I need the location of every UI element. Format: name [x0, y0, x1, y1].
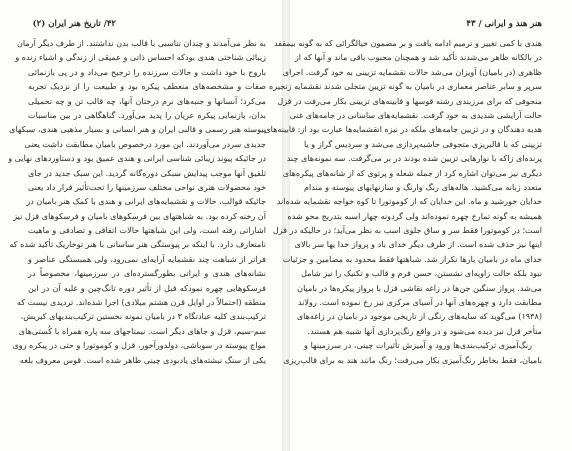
- text-line: همیشه به گونه تمارخ چهره نموده‌اند ولی گردونه چهار اسبه بتدریج محو شده: [287, 210, 542, 221]
- text-line: آن رخنه کرده بود. به شباهتهای بین فرسکوهای بامیان و فرسکوهای قزل نیز: [13, 210, 266, 221]
- text-line: تلفیق آنها موجب پیدایش سبکی دوره‌گانه گردید. این سبک جدید در جای: [28, 167, 266, 178]
- text-line: رنگ‌آمیزی ترکیب‌بندی‌ها ورود و آمیزش تأثیرات چینی، در سرزمینها و: [304, 340, 532, 351]
- text-line: فرسکوهایی چهره نمودکه قبل از تأثیر دوره تانگ‌چین و غلبه آن در این: [28, 282, 266, 293]
- text-line: در جائیکه پیوند زیبائی شناسی ایرانی و هندی عمیق بود و دستاوردهای نهایی و: [8, 153, 266, 164]
- text-line: دیگری نیز می‌توان اشاره کرد از جمله شعله و پرتوی که از شانه‌های پیکره‌های: [282, 167, 542, 178]
- text-line: حالت آرایشی شدیدی به خود گرفت. نقشمایه‌های ساسانی در جامه‌های غنی: [289, 109, 542, 120]
- text-line: هندی با کمی تغییر و ترمیم ادامه یافت و بر مضمون خیالگرائی که به گونه بیمقفد: [273, 38, 542, 48]
- text-line: نشانه‌های هندی و ایرانی بطورگسترده‌ای در سرزمینها، مخصوصاً در: [28, 268, 266, 279]
- text-line: متعدد زبانه می‌کشید. هاله‌های رنگ وارنگ و سازنهایهای پیوسته و مندام: [304, 181, 542, 192]
- text-line: بدان، بازنمایی پیکره عریان را پدید می‌آورد. گناهگاهی در بین مناسبات: [28, 109, 266, 120]
- right-page-body: [264, 36, 542, 367]
- text-line: صفات و مشخصه‌های منعطف پیکره بود و طبیعت را از نزدیک تجربه: [28, 81, 266, 92]
- right-running-head: هنر هند و ایرانی / ۴۳: [466, 19, 542, 29]
- text-line: زیبائی شناختی هندی بودکه احساس ذاتی و عمیقی از زندگی و اشیاء زنده و: [15, 52, 266, 63]
- text-line: منطقه (احتمالاً در اوایل قرن هشتم میلادی) اجرا شده‌اند. تردیدی نیست که: [16, 297, 266, 308]
- text-line: می‌شد. پرواز سنگین جن‌ها در زاغه نقاشی قزل با پرواز پیکره‌ها در بامیان: [297, 282, 542, 293]
- text-line: متأخر قزل نیز دیده می‌شود و در واقع رنگ‌پردازی آنها شبیه هم هستند.: [307, 325, 542, 336]
- text-line: اینها نیز حذف شده است. از طرف دیگر خدای باد و پرواز خدا یها سر بالای: [294, 239, 542, 250]
- text-line: خدای ماه در بامیان بارها تکرار شد. شباهتها فقط محدود به مضامین و جزئیات: [282, 253, 542, 264]
- text-line: سرپر و سایر عناصر معماری در بامیان به گونه تزیین متجلی شدند نقشمایه زنجیره: [268, 81, 542, 92]
- text-line: می‌کرد؛ آنسانها و جنبه‌های نرم درختان آنها، چه قالب تن و چه تحمیلی: [28, 95, 266, 106]
- text-line: است؛ در کوموتورا فقط سر و ساق جلوی اسب به نظر می‌آید؛ در حالیکه در قزل: [272, 225, 542, 236]
- text-line: مطابقت دارد و چهره‌های آنها در آسیای مرکزی نیز رخ نموده است. رولاند: [297, 297, 542, 308]
- text-line: خود محصولات هنری نواحی مختلف سرزمینها را تحت‌تأثیر قرار داد یعنی: [28, 181, 266, 192]
- text-line: جائیکه قوالب، حالات و نقشمایه‌های ایرانی و هندی با کمک هنر بامیان در: [26, 196, 266, 207]
- text-line: فراتر از شباهت چند نقشمایه آرایه‌ای نمی‌رود، ولی همبستگی عناصر و: [28, 253, 266, 264]
- text-line: پرنده‌ای زاکه با نوارهایی تزیین شده بودند در بر می‌گرفت. سه نمونه‌های چند: [286, 153, 542, 164]
- text-line: ظاهری (در بامیان) آویزان می‌شد حالات نقشمایه تزیینی به خود گرفت. اجرای: [282, 66, 542, 77]
- text-line: نبود بلکه حالت زاویه‌ای نشستن، حسن فرم و قالب و تکنیک را نیز شامل: [301, 268, 542, 279]
- text-line: تزیینی که با قالبریزی متجوفی حاشیه‌پردازی می‌شد و سردیس گراز و یا: [304, 138, 542, 149]
- text-line: باروح با خود داشت و حالات سرزنده را ترجیح می‌داد و در پی بازنمائی: [28, 66, 266, 77]
- text-line: یکی از سنگ نبشته‌های یادبودی چینی ظاهر شده است. قوس معروف بلغه: [19, 354, 266, 365]
- text-line: پیوسته هنر رسمی و قالبی ایران و هنر انسانی و بسیار مذهبی هندی، سبکهای: [9, 124, 266, 135]
- left-page: [0, 0, 282, 451]
- text-line: ترکیب‌بندی کلیه عبادتگاه ۳ در بامیان نمونه نخستین ترکیب‌بندیهای کیریش،: [20, 311, 266, 322]
- text-line: نامتعارف دارد. با اینکه بر پیوستگی هنر ساسانی با هنر توخاریک تأکید شده که: [9, 239, 266, 250]
- text-line: جدیدی سردر می‌آوردند. این مورد درخصوص بامیان مطابقت داشت یعنی: [24, 138, 266, 149]
- text-line: منحوفی که برای مرزبندی رشته قوسها و قابینه‌های تزیینی بکار می‌رفت در قزل: [277, 95, 542, 106]
- text-line: بامیان، فقط بخاطر رنگ‌آمیزی بکار می‌رفت؛ رنگ مانند هند به برای قالب‌ریزی: [283, 354, 542, 365]
- text-line: خدایان خورشید و ماه. این خدایان که از کوموتورا تا کوه خواجه نقشمایه شده‌اند: [276, 196, 542, 207]
- right-page: [264, 0, 572, 451]
- left-page-body: [8, 36, 266, 367]
- text-line: مواج پیوسته در سوباشی، دولدورآخور، قزل و کوموتورا و حتی در پیکره روی: [12, 340, 266, 351]
- text-line: سم-سیم، قزل و جاهای دیگر است. نیمتاجهای سه پاره همراه با کُستی‌های: [18, 325, 266, 336]
- text-line: در بالکانه ظاهر می‌شدند تأکید شد و همچنان محبوب باقی ماند و آنها که از: [294, 52, 542, 63]
- text-line: (۱۹۳۸) می‌گوید که سایه‌های رنگی از تاریخی موجود در بامیان در زاغه‌های: [296, 311, 542, 322]
- left-running-head: ۴۲/ تاریخ هنر ایران (۲): [32, 19, 116, 29]
- text-line: اشاراتی رفته است، ولی این شباهتها حالات اتفاقی و تصادفی و ماهیت: [28, 225, 266, 236]
- text-line: به نظر می‌آمدند و چندان تناسبی با قالب بدن نداشتند. از طرف دیگر آرمان: [16, 38, 266, 48]
- text-line: هدیه دهندگان و در تزیین جامه‌های ملکه در نیزه انقشمایه‌ها عبارت بود از: قابینه‌های: [264, 124, 542, 135]
